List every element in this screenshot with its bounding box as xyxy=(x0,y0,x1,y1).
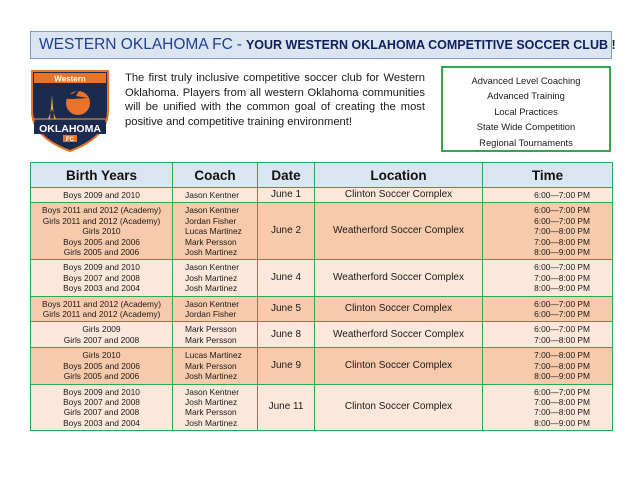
time-cell-line: 7:00—8:00 PM xyxy=(534,272,590,283)
coach-cell-line: Jason Kentner xyxy=(185,205,240,216)
location-cell: Weatherford Soccer Complex xyxy=(315,203,483,260)
header-birth-years: Birth Years xyxy=(31,163,173,188)
time-cell xyxy=(483,348,613,384)
schedule-row xyxy=(31,322,613,348)
header-date: Date xyxy=(258,163,315,188)
coach-cell-line: Josh Martinez xyxy=(185,247,238,258)
time-cell-line: 6:00—7:00 PM xyxy=(534,386,590,397)
coach-cell-line: Mark Persson xyxy=(185,334,237,345)
coach-cell xyxy=(173,296,258,322)
feature-item: Advanced Training xyxy=(487,90,565,102)
date-cell: June 4 xyxy=(258,260,315,296)
birth-years-cell-line: Boys 2009 and 2010 xyxy=(63,190,140,200)
birth-years-cell xyxy=(31,296,173,322)
coach-cell xyxy=(173,348,258,384)
time-cell-line: 6:00—7:00 PM xyxy=(534,298,590,309)
header-time: Time xyxy=(483,163,613,188)
time-cell-line: 7:00—8:00 PM xyxy=(534,360,590,371)
title-separator: - xyxy=(236,36,242,53)
time-cell xyxy=(483,188,613,203)
time-cell-line: 8:00—9:00 PM xyxy=(534,247,590,258)
birth-years-cell-line: Girls 2010 xyxy=(82,350,121,361)
time-cell-line: 8:00—9:00 PM xyxy=(534,371,590,382)
time-cell xyxy=(483,260,613,296)
coach-cell-line: Josh Martinez xyxy=(185,371,238,382)
coach-cell-line: Josh Martinez xyxy=(185,396,238,407)
time-cell-line: 7:00—8:00 PM xyxy=(534,226,590,237)
birth-years-cell-line: Girls 2009 xyxy=(82,324,121,335)
date-cell: June 9 xyxy=(258,348,315,384)
schedule-row xyxy=(31,384,613,431)
time-cell-line: 6:00—7:00 PM xyxy=(534,324,590,335)
birth-years-cell-line: Boys 2009 and 2010 xyxy=(63,262,140,273)
location-cell: Clinton Soccer Complex xyxy=(315,188,483,203)
time-cell-line: 6:00—7:00 PM xyxy=(534,190,590,200)
birth-years-cell-line: Boys 2007 and 2008 xyxy=(63,272,140,283)
time-cell xyxy=(483,322,613,348)
time-cell-line: 7:00—8:00 PM xyxy=(534,407,590,418)
coach-cell-line: Jason Kentner xyxy=(185,190,240,200)
time-cell-line: 8:00—9:00 PM xyxy=(534,417,590,428)
coach-cell-line: Mark Persson xyxy=(185,360,237,371)
club-description: The first truly inclusive competitive soccer club for Western Oklahoma. Players from all western Oklahoma communities will be unified with the common goal of creating the most positive and competitive training environment! xyxy=(125,72,425,128)
feature-item: Regional Tournaments xyxy=(479,136,573,148)
time-cell-line: 6:00—7:00 PM xyxy=(534,309,590,320)
time-cell xyxy=(483,203,613,260)
birth-years-cell-line: Boys 2003 and 2004 xyxy=(63,417,140,428)
birth-years-cell-line: Boys 2011 and 2012 (Academy) xyxy=(41,205,162,216)
coach-cell-line: Mark Persson xyxy=(185,407,237,418)
logo-top-text: Western xyxy=(54,74,86,84)
feature-item: Local Practices xyxy=(494,105,558,117)
coach-cell-line: Mark Persson xyxy=(185,324,237,335)
time-cell-line: 7:00—8:00 PM xyxy=(534,334,590,345)
schedule-row xyxy=(31,296,613,322)
coach-cell-line: Jordan Fisher xyxy=(185,215,237,226)
birth-years-cell xyxy=(31,322,173,348)
logo-badge-text: FC xyxy=(66,137,74,143)
location-cell: Clinton Soccer Complex xyxy=(315,384,483,431)
feature-item: Advanced Level Coaching xyxy=(471,75,581,86)
coach-cell xyxy=(173,384,258,431)
club-crest-icon xyxy=(28,67,112,153)
coach-cell-line: Jason Kentner xyxy=(185,298,240,309)
birth-years-cell-line: Girls 2011 and 2012 (Academy) xyxy=(42,215,161,226)
coach-cell-line: Lucas Martinez xyxy=(185,350,242,361)
schedule-row xyxy=(31,188,613,203)
date-cell: June 1 xyxy=(258,188,315,203)
birth-years-cell-line: Boys 2003 and 2004 xyxy=(63,283,140,294)
date-cell: June 2 xyxy=(258,203,315,260)
birth-years-cell-line: Girls 2007 and 2008 xyxy=(63,334,140,345)
time-cell-line: 6:00—7:00 PM xyxy=(534,205,590,216)
date-cell: June 8 xyxy=(258,322,315,348)
coach-cell-line: Jason Kentner xyxy=(185,262,240,273)
schedule-row xyxy=(31,348,613,384)
birth-years-cell-line: Girls 2005 and 2006 xyxy=(63,371,140,382)
coach-cell-line: Josh Martinez xyxy=(185,283,238,294)
schedule-row xyxy=(31,260,613,296)
time-cell xyxy=(483,384,613,431)
birth-years-cell-line: Boys 2011 and 2012 (Academy) xyxy=(41,298,162,309)
birth-years-cell-line: Boys 2009 and 2010 xyxy=(63,386,140,397)
coach-cell-line: Lucas Martinez xyxy=(185,226,242,237)
practice-schedule-table xyxy=(30,162,613,431)
birth-years-cell xyxy=(31,188,173,203)
time-cell-line: 6:00—7:00 PM xyxy=(534,262,590,273)
features-box xyxy=(441,66,611,152)
birth-years-cell-line: Boys 2007 and 2008 xyxy=(63,396,140,407)
location-cell: Clinton Soccer Complex xyxy=(315,348,483,384)
logo-main-text: OKLAHOMA xyxy=(39,123,101,135)
date-cell: June 5 xyxy=(258,296,315,322)
time-cell xyxy=(483,296,613,322)
time-cell-line: 6:00—7:00 PM xyxy=(534,215,590,226)
coach-cell-line: Jordan Fisher xyxy=(185,309,237,320)
birth-years-cell xyxy=(31,348,173,384)
feature-item: State Wide Competition xyxy=(476,121,576,133)
birth-years-cell xyxy=(31,203,173,260)
coach-cell xyxy=(173,322,258,348)
time-cell-line: 7:00—8:00 PM xyxy=(534,350,590,361)
birth-years-cell-line: Girls 2005 and 2006 xyxy=(63,247,140,258)
coach-cell xyxy=(173,260,258,296)
coach-cell xyxy=(173,188,258,203)
birth-years-cell-line: Girls 2011 and 2012 (Academy) xyxy=(42,309,161,320)
time-cell-line: 7:00—8:00 PM xyxy=(534,236,590,247)
coach-cell xyxy=(173,203,258,260)
club-name: WESTERN OKLAHOMA FC xyxy=(39,36,233,53)
club-tagline: YOUR WESTERN OKLAHOMA COMPETITIVE SOCCER CLUB ! xyxy=(245,38,616,52)
location-cell: Weatherford Soccer Complex xyxy=(315,322,483,348)
birth-years-cell xyxy=(31,384,173,431)
coach-cell-line: Jason Kentner xyxy=(185,386,240,397)
club-logo xyxy=(28,67,112,153)
birth-years-cell xyxy=(31,260,173,296)
birth-years-cell-line: Girls 2007 and 2008 xyxy=(63,407,140,418)
birth-years-cell-line: Boys 2005 and 2006 xyxy=(63,236,140,247)
birth-years-cell-line: Boys 2005 and 2006 xyxy=(63,360,140,371)
coach-cell-line: Josh Martinez xyxy=(185,417,238,428)
schedule-row xyxy=(31,203,613,260)
coach-cell-line: Josh Martinez xyxy=(185,272,238,283)
time-cell-line: 8:00—9:00 PM xyxy=(534,283,590,294)
coach-cell-line: Mark Persson xyxy=(185,236,237,247)
time-cell-line: 7:00—8:00 PM xyxy=(534,396,590,407)
header-location: Location xyxy=(315,163,483,188)
location-cell: Clinton Soccer Complex xyxy=(315,296,483,322)
table-header-row xyxy=(31,163,613,188)
header-coach: Coach xyxy=(173,163,258,188)
date-cell: June 11 xyxy=(258,384,315,431)
title-banner xyxy=(30,31,616,59)
location-cell: Weatherford Soccer Complex xyxy=(315,260,483,296)
birth-years-cell-line: Girls 2010 xyxy=(82,226,121,237)
